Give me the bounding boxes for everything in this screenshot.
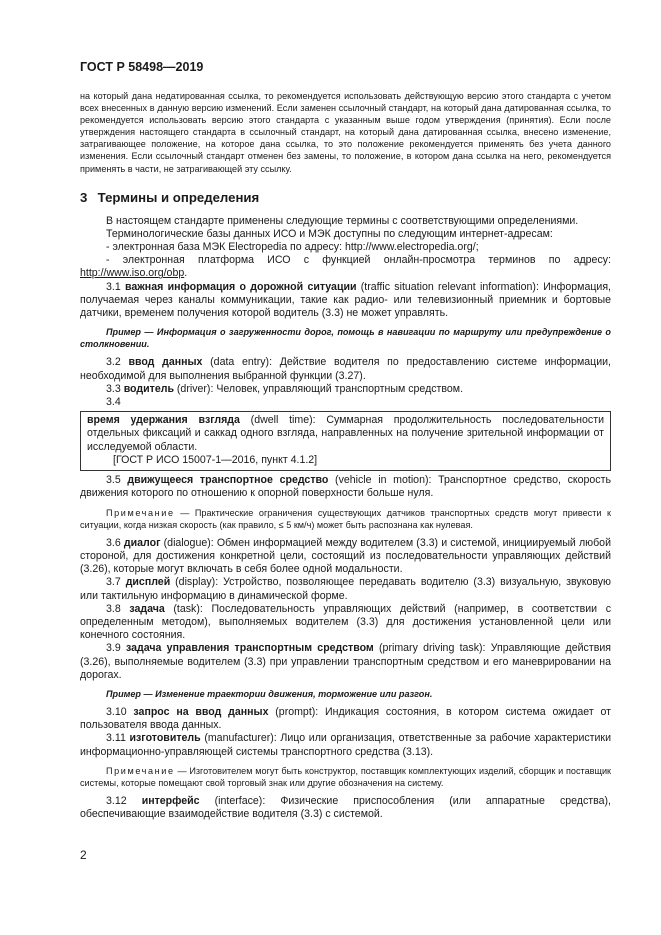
term-title: интерфейс: [141, 795, 200, 808]
term-definition: (traffic situation relevant information): Информация, получаемая через каналы коммуникации, такие как радио- или телевизионный приемник и бортовые датчики, временем получения которой водитель (3.3) не может управлять.: [80, 280, 611, 320]
term-number: 3.11: [106, 732, 126, 745]
term-title: задача: [129, 602, 165, 615]
preamble-line-4: [80, 254, 611, 280]
term-3-5: [80, 474, 611, 500]
term-3-1: [80, 281, 611, 321]
standard-header: ГОСТ Р 58498—2019: [80, 60, 204, 74]
note-label: Примечание: [106, 507, 175, 518]
term-definition: (prompt): Индикация состояния, в котором система ожидает от пользователя ввода данных.: [80, 706, 611, 732]
term-definition: (driver): Человек, управляющий транспортным средством.: [173, 382, 464, 395]
term-title: водитель: [123, 382, 174, 395]
term-3-10: [80, 706, 611, 732]
iso-obp-link[interactable]: http://www.iso.org/obp: [80, 267, 185, 280]
example-text: — Информация о загруженности дорог, помощь в навигации по маршруту или предупреждение о столкновении.: [80, 327, 611, 350]
term-title: важная информация о дорожной ситуации: [125, 280, 357, 293]
term-definition: (manufacturer): Лицо или организация, ответственные за рабочие характеристики информационно-управляющей системы транспортного средства (3.13).: [80, 732, 611, 758]
section-heading: [80, 190, 611, 205]
section-title: Термины и определения: [97, 189, 260, 205]
page-content: [80, 90, 611, 821]
term-title: время удержания взгляда: [87, 414, 240, 427]
note-2: [80, 765, 611, 789]
term-3-4-box: [80, 411, 611, 471]
preamble-line-3: - электронная база МЭК Electropedia по адресу: http://www.electropedia.org/;: [106, 241, 479, 254]
section-number: 3: [80, 189, 88, 205]
note-text: — Практические ограничения существующих датчиков транспортных средств могут привести к ситуации, когда низкая скорость (как правило, ≤ 5 км/ч) может быть распознана как нулевая.: [80, 507, 611, 530]
term-title: дисплей: [125, 576, 171, 589]
term-definition: (dialogue): Обмен информацией между водителем (3.3) и системой, инициируемый любой стороной, для достижения конкретной цели, состоящий из последовательности управляющих действий (3.26), которые могут включать в себя более одной модальности.: [80, 536, 611, 576]
term-title: запрос на ввод данных: [133, 706, 269, 719]
term-definition: (display): Устройство, позволяющее передавать водителю (3.3) визуальную, звуковую или тактильную информацию в динамической форме.: [80, 576, 612, 602]
example-label: Пример: [106, 327, 141, 338]
example-1: [80, 326, 611, 350]
term-3-6: [80, 537, 611, 577]
term-number: 3.6: [106, 536, 121, 549]
term-3-4-number: 3.4: [106, 396, 121, 409]
example-label: Пример: [106, 688, 141, 699]
note-label: Примечание: [106, 765, 175, 776]
term-3-11: [80, 732, 611, 758]
term-title: задача управления транспортным средством: [126, 642, 374, 655]
term-number: 3.5: [106, 474, 121, 487]
term-title: диалог: [123, 536, 161, 549]
term-number: 3.9: [106, 642, 121, 655]
term-3-9: [80, 642, 611, 682]
term-title: движущееся транспортное средство: [127, 474, 329, 487]
term-number: 3.1: [106, 280, 121, 293]
term-3-12: [80, 795, 611, 821]
intro-paragraph: на который дана недатированная ссылка, то рекомендуется использовать действующую версию этого стандарта с учетом всех внесенных в данную версию изменений. Если заменен ссылочный стандарт, на который дана датированная ссылка, то рекомендуется использовать версию этого стандарта с указанным выше годом утверждения (принятия). Если после утверждения настоящего стандарта в ссылочный стандарт, на который дана датированная ссылка, внесено изменение, затрагивающее положение, на которое дана ссылка, то это положение рекомендуется применять без учета данного изменения. Если ссылочный стандарт отменен без замены, то положение, в котором дана ссылка на него, рекомендуется применять в части, не затрагивающей эту ссылку.: [80, 91, 611, 174]
term-number: 3.8: [106, 602, 121, 615]
term-definition: (interface): Физические приспособления (или аппаратные средства), обеспечивающие взаимодействие водителя (3.3) с системой.: [80, 795, 611, 821]
note-1: [80, 507, 611, 531]
term-title: ввод данных: [128, 356, 203, 369]
term-3-7: [80, 576, 611, 602]
term-3-2: [80, 356, 611, 382]
term-3-8: [80, 603, 611, 643]
term-number: 3.12: [106, 795, 127, 808]
term-definition: (data entry): Действие водителя по предоставлению системе информации, необходимой для выполнения выбранной функции (3.27).: [80, 356, 611, 382]
term-number: 3.3: [106, 382, 121, 395]
term-3-4: [87, 414, 604, 454]
page-number: 2: [80, 848, 87, 862]
term-title: изготовитель: [129, 732, 201, 745]
term-definition: (vehicle in motion): Транспортное средство, скорость движения которого по отношению к опорной поверхности больше нуля.: [80, 474, 611, 500]
note-text: — Изготовителем могут быть конструктор, поставщик комплектующих изделий, сборщик и поставщик системы, которые помещают свой торговый знак или другие обозначения на систему.: [80, 765, 611, 788]
term-number: 3.10: [106, 706, 127, 719]
example-2: [80, 688, 611, 700]
term-number: 3.7: [106, 576, 121, 589]
preamble-line-1: В настоящем стандарте применены следующие термины с соответствующими определениями.: [106, 214, 579, 227]
term-definition: (primary driving task): Управляющие действия (3.26), выполняемые водителем (3.3) при управлении транспортным средством и его маневрировании на дорогах.: [80, 642, 611, 681]
term-definition: (dwell time): Суммарная продолжительность последовательности отдельных фиксаций и саккад одного взгляда, направленных на получение зрительной информации от исследуемой области.: [87, 414, 604, 453]
term-3-4-reference: [ГОСТ Р ИСО 15007-1—2016, пункт 4.1.2]: [113, 453, 318, 466]
term-definition: (task): Последовательность управляющих действий (например, в соответствии с определенным методом), выполняемых водителем (3.3) для достижения установленной цели или конечного состояния.: [80, 602, 611, 642]
example-text: — Изменение траектории движения, торможение или разгон.: [141, 688, 433, 699]
term-number: 3.2: [106, 356, 121, 369]
term-3-3: [80, 383, 611, 396]
preamble-line-4-end: .: [184, 267, 188, 280]
preamble-line-2: Терминологические базы данных ИСО и МЭК доступны по следующим интернет-адресам:: [106, 227, 553, 240]
preamble-line-4-text: - электронная платформа ИСО с функцией онлайн-просмотра терминов по адресу:: [106, 254, 611, 267]
